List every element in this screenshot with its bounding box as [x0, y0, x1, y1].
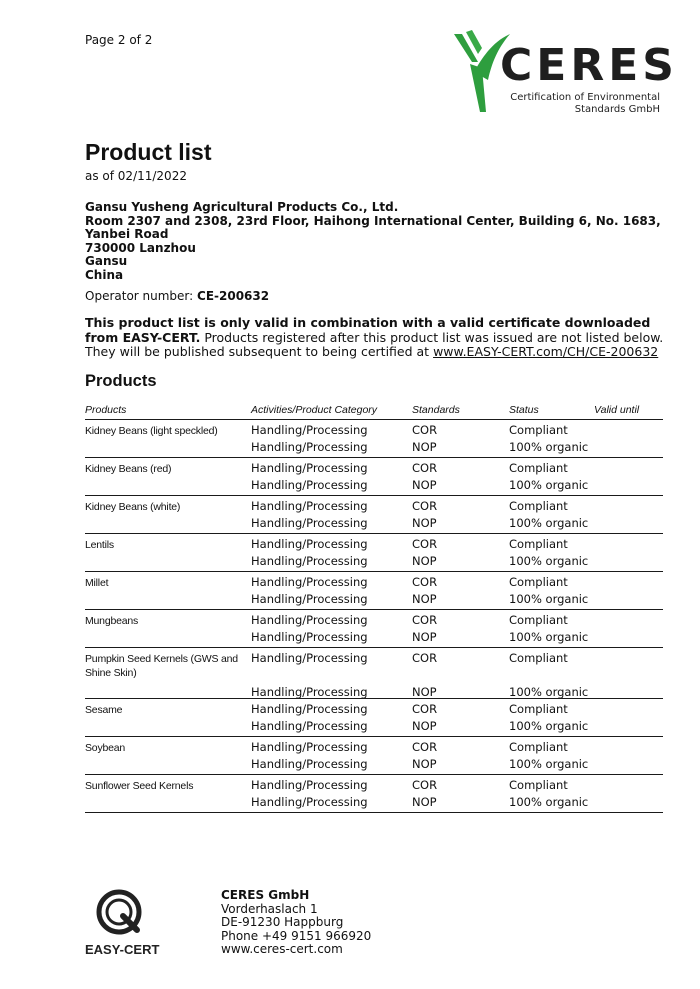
activity-cell: Handling/Processing: [251, 630, 368, 644]
standard-cell: NOP: [412, 719, 437, 733]
magnifier-icon: [83, 886, 163, 958]
operator-number: [85, 289, 269, 303]
status-cell: Compliant: [509, 778, 568, 792]
standard-cell: COR: [412, 537, 438, 551]
header-activities: Activities/Product Category: [251, 404, 378, 416]
footer-city: DE-91230 Happburg: [221, 915, 344, 929]
standard-cell: COR: [412, 613, 438, 627]
footer-address: [221, 889, 371, 957]
page-number: Page 2 of 2: [85, 33, 153, 47]
product-name: Millet: [85, 577, 109, 589]
standard-cell: NOP: [412, 630, 437, 644]
page-title: Product list: [85, 139, 212, 165]
activity-cell: Handling/Processing: [251, 554, 368, 568]
footer-phone: Phone +49 9151 966920: [221, 928, 372, 943]
product-name: Kidney Beans (light speckled): [85, 425, 218, 437]
status-cell: 100% organic: [509, 516, 589, 530]
activity-cell: Handling/Processing: [251, 757, 368, 771]
status-cell: 100% organic: [509, 630, 589, 644]
activity-cell: Handling/Processing: [251, 423, 368, 437]
standard-cell: COR: [412, 740, 438, 754]
standard-cell: COR: [412, 778, 438, 792]
activity-cell: Handling/Processing: [251, 685, 368, 699]
standard-cell: NOP: [412, 795, 437, 809]
activity-cell: Handling/Processing: [251, 516, 368, 530]
activity-cell: Handling/Processing: [251, 702, 368, 716]
footer-web[interactable]: www.ceres-cert.com: [221, 942, 343, 956]
standard-cell: NOP: [412, 757, 437, 771]
product-name: Mungbeans: [85, 615, 139, 627]
row-divider: [85, 457, 663, 458]
products-heading: Products: [85, 372, 157, 390]
certificate-link[interactable]: www.EASY-CERT.com/CH/CE-200632: [433, 344, 659, 359]
activity-cell: Handling/Processing: [251, 575, 368, 589]
header-valid-until: Valid until: [594, 404, 640, 416]
ceres-logo: [452, 28, 678, 118]
row-divider: [85, 609, 663, 610]
operator-number-label: Operator number:: [85, 289, 198, 303]
row-divider: [85, 571, 663, 572]
ceres-subline: [500, 92, 660, 116]
activity-cell: Handling/Processing: [251, 478, 368, 492]
status-cell: Compliant: [509, 423, 568, 437]
product-name: Kidney Beans (red): [85, 463, 172, 475]
row-divider: [85, 736, 663, 737]
easy-cert-wordmark: EASY-CERT: [85, 942, 160, 957]
standard-cell: COR: [412, 499, 438, 513]
standard-cell: COR: [412, 651, 438, 665]
standard-cell: COR: [412, 423, 438, 437]
footer-company: CERES GmbH: [221, 888, 310, 902]
address-line: Gansu Yusheng Agricultural Products Co., Ltd.: [85, 200, 399, 214]
notice-text: Products registered after this product list was issued are not listed below. They will be published subsequent to being certified at: [85, 329, 664, 359]
standard-cell: NOP: [412, 478, 437, 492]
row-divider: [85, 774, 663, 775]
row-divider: [85, 495, 663, 496]
activity-cell: Handling/Processing: [251, 499, 368, 513]
activity-cell: Handling/Processing: [251, 461, 368, 475]
row-divider: [85, 812, 663, 813]
operator-number-value: CE-200632: [197, 289, 270, 303]
header-status: Status: [509, 404, 539, 416]
header-products: Products: [85, 404, 127, 416]
address-line: 730000 Lanzhou: [85, 240, 196, 255]
status-cell: Compliant: [509, 537, 568, 551]
header-standards: Standards: [412, 404, 460, 416]
standard-cell: NOP: [412, 592, 437, 606]
row-divider: [85, 647, 663, 648]
ceres-wordmark: CERES: [500, 40, 678, 91]
status-cell: 100% organic: [509, 554, 589, 568]
notice-bold: This product list is only valid in combination with a valid certificate downloaded from EASY-CERT.: [85, 315, 651, 345]
product-name: Lentils: [85, 539, 114, 551]
standard-cell: COR: [412, 461, 438, 475]
activity-cell: Handling/Processing: [251, 651, 368, 665]
status-cell: Compliant: [509, 499, 568, 513]
status-cell: 100% organic: [509, 478, 589, 492]
product-name: Soybean: [85, 742, 126, 754]
status-cell: 100% organic: [509, 592, 589, 606]
ceres-subline-1: Certification of Environmental: [510, 92, 660, 103]
status-cell: Compliant: [509, 461, 568, 475]
status-cell: 100% organic: [509, 795, 589, 809]
standard-cell: COR: [412, 575, 438, 589]
status-cell: Compliant: [509, 575, 568, 589]
status-cell: 100% organic: [509, 440, 589, 454]
standard-cell: COR: [412, 702, 438, 716]
standard-cell: NOP: [412, 440, 437, 454]
activity-cell: Handling/Processing: [251, 740, 368, 754]
easy-cert-logo: [83, 886, 163, 958]
product-name: Sunflower Seed Kernels: [85, 780, 194, 792]
row-divider: [85, 698, 663, 699]
as-of-date: as of 02/11/2022: [85, 169, 187, 183]
status-cell: Compliant: [509, 613, 568, 627]
status-cell: Compliant: [509, 740, 568, 754]
standard-cell: NOP: [412, 516, 437, 530]
activity-cell: Handling/Processing: [251, 795, 368, 809]
address-line: Yanbei Road: [85, 227, 169, 241]
product-name: Sesame: [85, 704, 123, 716]
status-cell: 100% organic: [509, 757, 589, 771]
activity-cell: Handling/Processing: [251, 537, 368, 551]
product-name: Kidney Beans (white): [85, 501, 181, 513]
activity-cell: Handling/Processing: [251, 719, 368, 733]
address-line: China: [85, 267, 124, 282]
ceres-subline-2: Standards GmbH: [574, 104, 660, 115]
activity-cell: Handling/Processing: [251, 440, 368, 454]
address-line: Gansu: [85, 254, 128, 268]
address-line: Room 2307 and 2308, 23rd Floor, Haihong International Center, Building 6, No. 1683,: [85, 213, 661, 228]
status-cell: 100% organic: [509, 685, 589, 699]
row-divider: [85, 533, 663, 534]
status-cell: Compliant: [509, 651, 568, 665]
validity-notice: [85, 316, 665, 360]
standard-cell: NOP: [412, 554, 437, 568]
table-header-rule: [85, 419, 663, 420]
activity-cell: Handling/Processing: [251, 778, 368, 792]
activity-cell: Handling/Processing: [251, 613, 368, 627]
standard-cell: NOP: [412, 685, 437, 699]
status-cell: 100% organic: [509, 719, 589, 733]
footer-street: Vorderhaslach 1: [221, 901, 318, 916]
operator-address: [85, 201, 661, 282]
product-name: Pumpkin Seed Kernels (GWS and Shine Skin): [85, 653, 238, 679]
activity-cell: Handling/Processing: [251, 592, 368, 606]
status-cell: Compliant: [509, 702, 568, 716]
